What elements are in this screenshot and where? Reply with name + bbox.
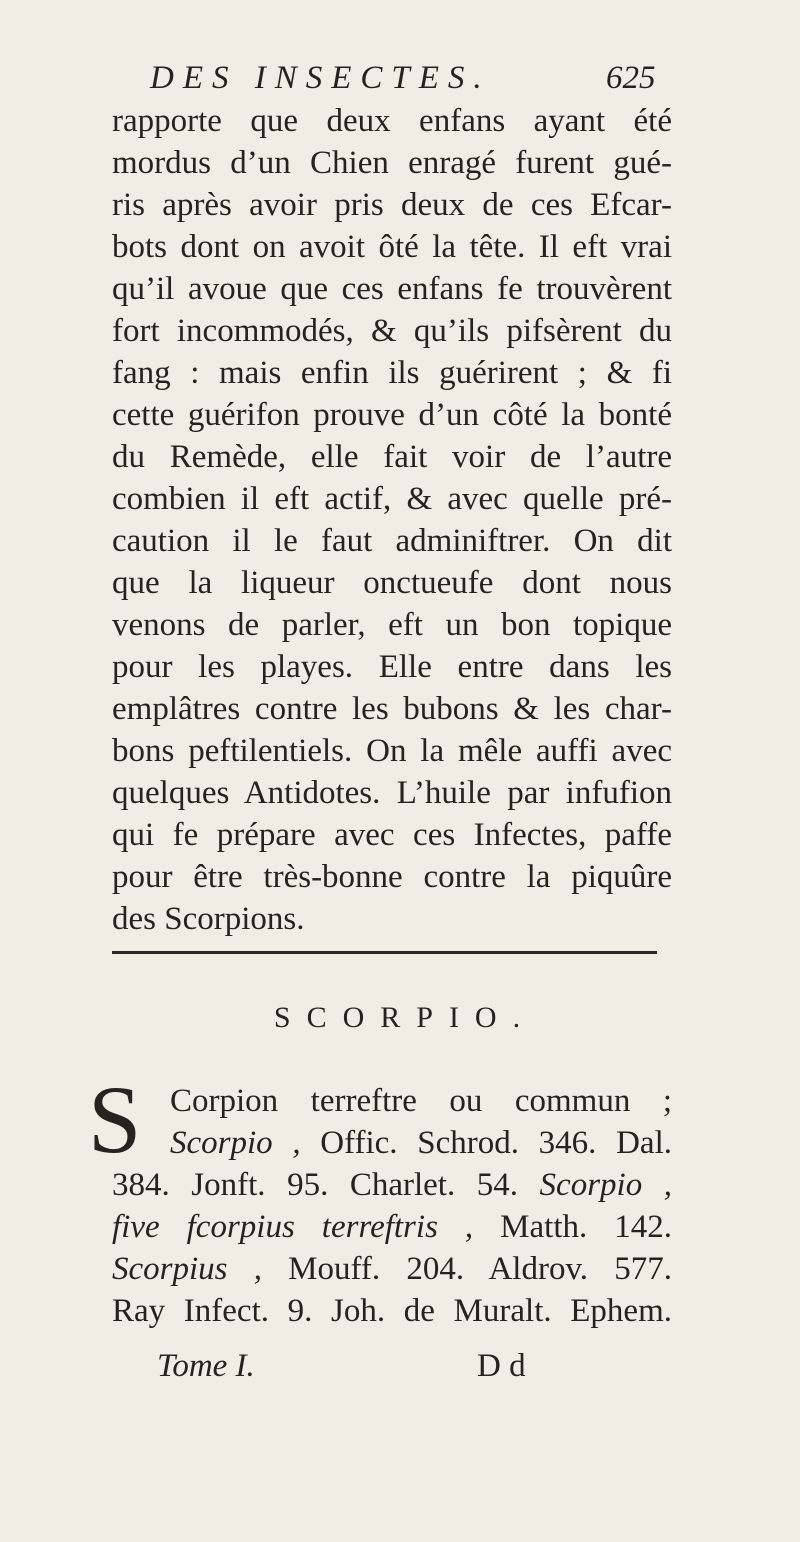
text-line: qu’il avoue que ces enfans fe trouvèrent — [112, 271, 672, 307]
text-line: quelques Antidotes. L’huile par infufion — [112, 775, 672, 811]
latin-name: Scorpius , — [112, 1251, 262, 1287]
text-line: rapporte que deux enfans ayant été — [112, 103, 672, 139]
text-line: bons peftilentiels. On la mêle auffi avec — [112, 733, 672, 769]
paragraph — [112, 100, 672, 940]
text-line: des Scorpions. — [112, 901, 305, 937]
text-line: qui fe prépare avec ces Infectes, paffe — [112, 817, 672, 853]
text-line: que la liqueur onctueufe dont nous — [112, 565, 672, 601]
text-line: venons de parler, eft un bon topique — [112, 607, 672, 643]
text-line: mordus d’un Chien enragé furent gué- — [112, 145, 672, 181]
page-number: 625 — [606, 60, 656, 96]
running-title: DES INSECTES. — [150, 60, 491, 96]
text-line: pour être très-bonne contre la piquûre — [112, 859, 672, 895]
text-line: cette guérifon prouve d’un côté la bonté — [112, 397, 672, 433]
text-line: fang : mais enfin ils guérirent ; & fi — [112, 355, 672, 391]
section-divider — [112, 951, 657, 954]
text-line: pour les playes. Elle entre dans les — [112, 649, 672, 685]
reference-text: Offic. Schrod. 346. Dal. — [300, 1125, 672, 1161]
entry-line — [112, 1206, 672, 1248]
entry-line: Corpion terreftre ou commun ; — [170, 1083, 672, 1119]
reference-text: Mouff. 204. Aldrov. 577. — [261, 1251, 673, 1287]
reference-text: 384. Jonft. 95. Charlet. 54. — [112, 1167, 540, 1203]
page-footer — [0, 1345, 800, 1387]
text-line: combien il eft actif, & avec quelle pré- — [112, 481, 672, 517]
text-line: bots dont on avoit ôté la tête. Il eft vrai — [112, 229, 672, 265]
text-line: emplâtres contre les bubons & les char- — [112, 691, 672, 727]
entry-line — [112, 1164, 672, 1206]
page-header — [0, 58, 800, 98]
entry-line — [112, 1122, 672, 1164]
latin-name: Scorpio , — [170, 1125, 301, 1161]
text-line: ris après avoir pris deux de ces Efcar- — [112, 187, 672, 223]
reference-text: Matth. 142. — [473, 1209, 672, 1245]
text-line: fort incommodés, & qu’ils pifsèrent du — [112, 313, 672, 349]
text-line: caution il le faut adminiftrer. On dit — [112, 523, 672, 559]
section-title: SCORPIO. — [273, 1001, 537, 1034]
drop-cap: S — [88, 1066, 142, 1173]
entry-line — [112, 1248, 672, 1290]
text-line: du Remède, elle fait voir de l’autre — [112, 439, 672, 475]
scorpio-entry — [88, 1066, 673, 1332]
latin-name: Scorpio , — [539, 1167, 672, 1203]
entry-line: Ray Infect. 9. Joh. de Muralt. Ephem. — [112, 1293, 672, 1329]
signature-mark: D d — [477, 1348, 526, 1384]
latin-name: five fcorpius terreftris , — [112, 1209, 474, 1245]
volume-label: Tome I. — [157, 1348, 255, 1384]
